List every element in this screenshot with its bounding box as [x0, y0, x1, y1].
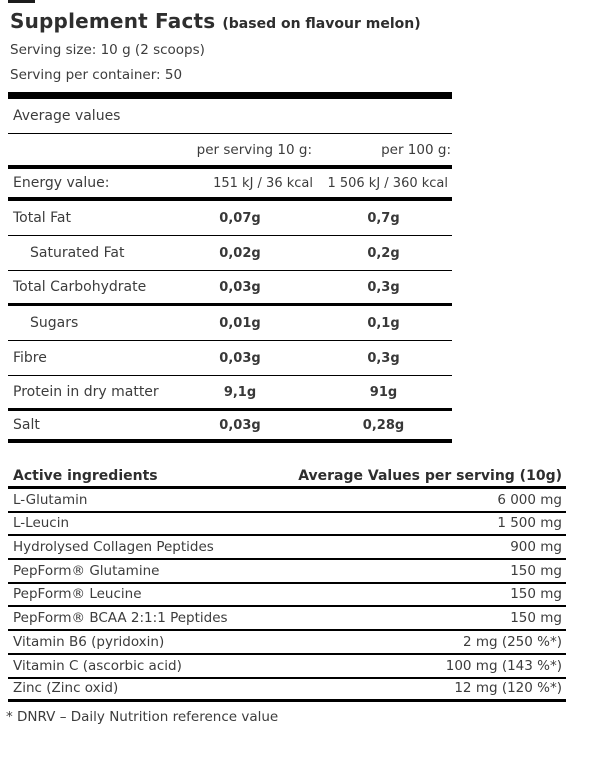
table-row-protein	[8, 376, 452, 411]
page-title: Supplement Facts	[10, 9, 216, 33]
column-header-row	[8, 134, 452, 169]
table-row-fibre	[8, 341, 452, 376]
active-ingredients-table	[8, 470, 566, 702]
ingredient-value: 2 mg (250 %*)	[462, 633, 562, 650]
ingredient-row-pepform-leucine	[8, 584, 566, 608]
value-per-100g: 0,3g	[367, 350, 400, 366]
flavour-note: (based on flavour melon)	[222, 16, 421, 32]
ingredient-name: Vitamin B6 (pyridoxin)	[13, 633, 165, 650]
ingredient-value: 900 mg	[510, 539, 562, 556]
section-label-row	[8, 99, 452, 134]
value-per-100g: 0,7g	[367, 210, 400, 226]
label-header	[0, 0, 605, 83]
value-per-100g: 0,3g	[367, 279, 400, 295]
col-header-per-serving: per serving 10 g:	[196, 141, 312, 158]
ingredient-value: 150 mg	[510, 610, 562, 627]
ingredient-name: L-Leucin	[13, 515, 70, 532]
ingredient-value: 150 mg	[510, 586, 562, 603]
table-row-saturated-fat	[8, 236, 452, 271]
ingredient-name: Hydrolysed Collagen Peptides	[13, 539, 214, 556]
value-per-100g: 91g	[369, 384, 398, 400]
row-label: Energy value:	[13, 175, 110, 191]
table-row-sugars	[8, 306, 452, 341]
value-per-serving: 0,03g	[219, 350, 261, 366]
value-per-serving: 0,07g	[219, 210, 261, 226]
ingredients-header-row	[8, 470, 566, 489]
row-label: Saturated Fat	[30, 245, 125, 261]
row-label: Salt	[13, 417, 40, 433]
nutrition-facts-table	[8, 92, 452, 443]
ingredient-name: L-Glutamin	[13, 491, 88, 508]
ingredient-name: Zinc (Zinc oxid)	[13, 680, 119, 697]
ingredient-value: 1 500 mg	[497, 515, 562, 532]
value-per-serving: 0,03g	[219, 279, 261, 295]
table-row-total-carbohydrate	[8, 271, 452, 306]
col-header-per-100g: per 100 g:	[381, 141, 451, 158]
ingredient-row-vitamin-b6	[8, 631, 566, 655]
ingredient-row-collagen-peptides	[8, 536, 566, 560]
ingredient-name: PepForm® Glutamine	[13, 562, 160, 579]
value-per-100g: 0,1g	[367, 315, 400, 331]
energy-per-serving: 151 kJ / 36 kcal	[213, 175, 313, 191]
table-top-rule	[8, 92, 452, 99]
row-label: Sugars	[30, 315, 79, 331]
row-label: Fibre	[13, 350, 47, 366]
ingredient-row-l-glutamin	[8, 489, 566, 513]
ingredient-value: 100 mg (143 %*)	[445, 657, 562, 674]
table-row-total-fat	[8, 201, 452, 236]
ingredient-row-zinc	[8, 679, 566, 703]
value-per-serving: 0,02g	[219, 245, 261, 261]
value-per-100g: 0,2g	[367, 245, 400, 261]
value-per-serving: 9,1g	[223, 384, 257, 400]
ingredient-name: PepForm® BCAA 2:1:1 Peptides	[13, 610, 228, 627]
row-label: Total Fat	[13, 210, 71, 226]
row-label: Total Carbohydrate	[13, 279, 147, 295]
value-per-serving: 0,03g	[219, 417, 261, 433]
value-per-100g: 0,28g	[362, 417, 405, 433]
ingredient-row-l-leucin	[8, 513, 566, 537]
serving-size-text: Serving size: 10 g (2 scoops)	[10, 42, 205, 58]
ingredients-value-col-header: Average Values per serving (10g)	[298, 468, 562, 484]
ingredient-row-pepform-bcaa	[8, 607, 566, 631]
energy-per-100g: 1 506 kJ / 360 kcal	[327, 175, 448, 191]
ingredients-col-header: Active ingredients	[13, 468, 158, 484]
ingredient-value: 12 mg (120 %*)	[454, 680, 562, 697]
ingredient-row-pepform-glutamine	[8, 560, 566, 584]
ingredient-name: Vitamin C (ascorbic acid)	[13, 657, 182, 674]
ingredient-value: 6 000 mg	[497, 491, 562, 508]
value-per-serving: 0,01g	[219, 315, 261, 331]
ingredient-name: PepForm® Leucine	[13, 586, 142, 603]
table-row-salt	[8, 411, 452, 443]
ingredient-value: 150 mg	[510, 562, 562, 579]
servings-per-container-text: Serving per container: 50	[10, 67, 183, 83]
top-edge-artifact	[8, 0, 35, 3]
section-label: Average values	[13, 108, 121, 124]
ingredient-row-vitamin-c	[8, 655, 566, 679]
dnrv-footnote: * DNRV – Daily Nutrition reference value	[6, 709, 279, 726]
table-row-energy	[8, 169, 452, 201]
row-label: Protein in dry matter	[13, 384, 159, 400]
